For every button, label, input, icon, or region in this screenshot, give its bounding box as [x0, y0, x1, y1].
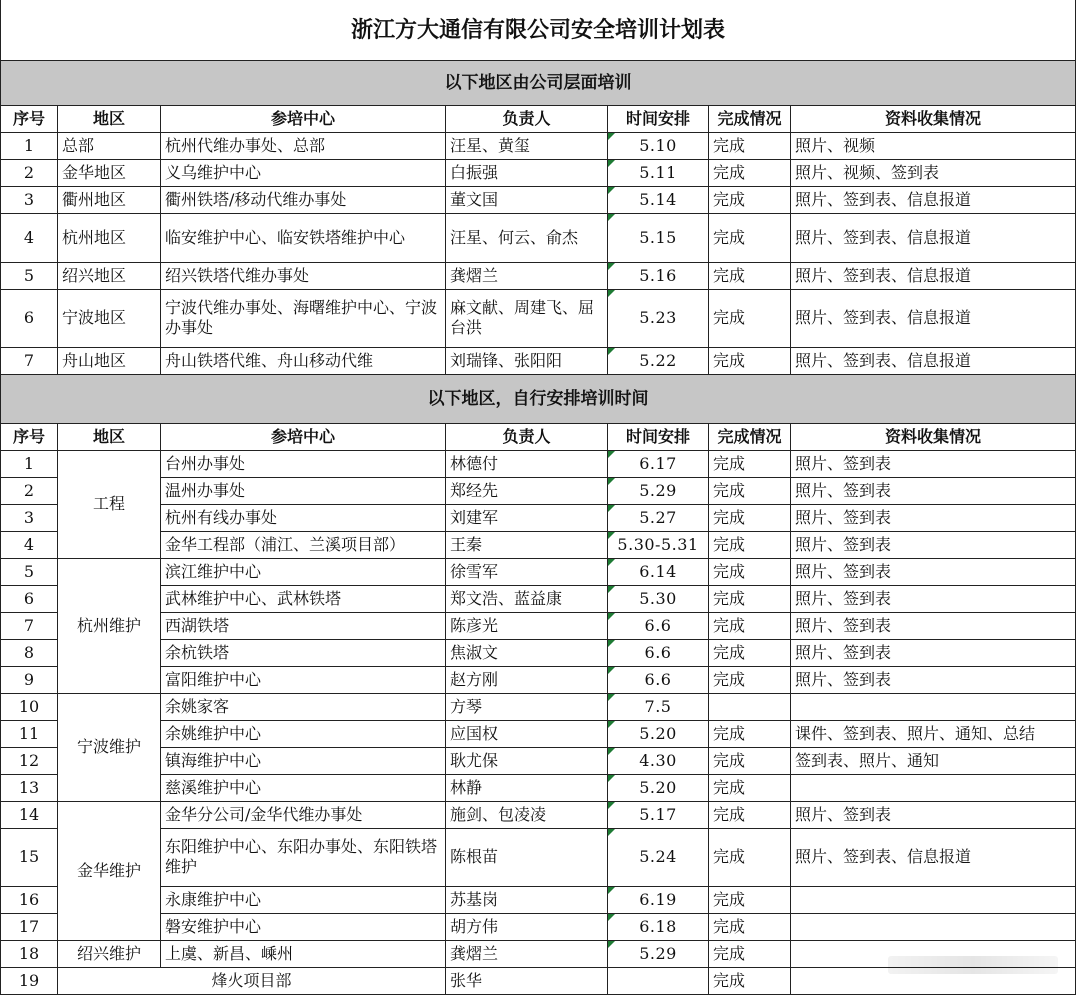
cell-materials [791, 693, 1076, 720]
cell-no: 2 [1, 477, 58, 504]
col-header-lead: 负责人 [446, 105, 608, 132]
table-row [1, 347, 1076, 374]
cell-region-group: 金华维护 [58, 801, 161, 940]
cell-region: 衢州地区 [58, 186, 161, 213]
cell-region-group: 工程 [58, 450, 161, 558]
cell-status: 完成 [709, 940, 791, 967]
table-row [1, 262, 1076, 289]
cell-materials: 照片、签到表 [791, 666, 1076, 693]
cell-status: 完成 [709, 801, 791, 828]
cell-time [608, 450, 709, 477]
cell-lead: 张华 [446, 967, 608, 994]
cell-center: 台州办事处 [161, 450, 446, 477]
cell-center: 杭州代维办事处、总部 [161, 132, 446, 159]
cell-time-value: 5.22 [639, 350, 677, 370]
cell-no: 19 [1, 967, 58, 994]
cell-no: 3 [1, 504, 58, 531]
cell-time [608, 720, 709, 747]
cell-center: 慈溪维护中心 [161, 774, 446, 801]
col-header-region: 地区 [58, 423, 161, 450]
cell-no: 14 [1, 801, 58, 828]
note-marker-icon [608, 187, 615, 194]
cell-time [608, 693, 709, 720]
cell-time-value: 5.15 [639, 227, 677, 247]
cell-time [608, 666, 709, 693]
table-row [1, 693, 1076, 720]
cell-status: 完成 [709, 213, 791, 262]
table-row [1, 801, 1076, 828]
cell-time-value: 5.24 [639, 847, 677, 866]
cell-materials: 照片、签到表 [791, 585, 1076, 612]
cell-time-value: 7.5 [644, 696, 672, 716]
cell-lead: 陈彦光 [446, 612, 608, 639]
scan-smudge [888, 956, 1058, 974]
cell-time [608, 504, 709, 531]
table-row [1, 159, 1076, 186]
cell-region: 绍兴地区 [58, 262, 161, 289]
table-row [1, 720, 1076, 747]
cell-materials: 照片、签到表 [791, 477, 1076, 504]
cell-materials: 照片、签到表 [791, 531, 1076, 558]
cell-no: 6 [1, 289, 58, 347]
note-marker-icon [608, 802, 615, 809]
cell-status: 完成 [709, 477, 791, 504]
cell-center: 余姚家客 [161, 693, 446, 720]
cell-materials: 照片、签到表 [791, 639, 1076, 666]
col-header-center: 参培中心 [161, 105, 446, 132]
table-row [1, 612, 1076, 639]
cell-lead: 龚熠兰 [446, 940, 608, 967]
cell-no: 18 [1, 940, 58, 967]
col-header-no: 序号 [1, 105, 58, 132]
cell-status: 完成 [709, 289, 791, 347]
cell-no: 13 [1, 774, 58, 801]
cell-time-value: 5.11 [639, 162, 677, 182]
cell-time-value: 5.20 [639, 777, 677, 797]
cell-materials: 课件、签到表、照片、通知、总结 [791, 720, 1076, 747]
note-marker-icon [608, 505, 615, 512]
cell-materials: 照片、签到表、信息报道 [791, 213, 1076, 262]
cell-lead: 应国权 [446, 720, 608, 747]
cell-materials: 签到表、照片、通知 [791, 747, 1076, 774]
cell-materials: 照片、签到表 [791, 450, 1076, 477]
cell-materials: 照片、签到表、信息报道 [791, 186, 1076, 213]
cell-status: 完成 [709, 186, 791, 213]
cell-time-value: 6.6 [644, 669, 672, 689]
cell-no: 4 [1, 531, 58, 558]
cell-time [608, 558, 709, 585]
cell-status: 完成 [709, 450, 791, 477]
cell-time-value: 5.29 [639, 480, 677, 500]
cell-no: 2 [1, 159, 58, 186]
cell-region: 宁波地区 [58, 289, 161, 347]
cell-time-value: 5.30 [639, 588, 677, 608]
cell-time-value: 4.30 [639, 750, 677, 770]
cell-materials: 照片、签到表 [791, 558, 1076, 585]
cell-status: 完成 [709, 504, 791, 531]
note-marker-icon [608, 914, 615, 921]
table-row [1, 913, 1076, 940]
cell-region-merged: 烽火项目部 [58, 967, 446, 994]
cell-lead: 耿尤保 [446, 747, 608, 774]
section2-heading: 以下地区，自行安排培训时间 [1, 374, 1076, 423]
cell-time-value: 5.29 [639, 943, 677, 963]
cell-materials: 照片、视频、签到表 [791, 159, 1076, 186]
cell-time-value: 5.27 [639, 507, 677, 527]
cell-time-value: 5.14 [639, 189, 677, 209]
cell-lead: 赵方刚 [446, 666, 608, 693]
cell-center: 衢州铁塔/移动代维办事处 [161, 186, 446, 213]
table-row [1, 450, 1076, 477]
cell-status: 完成 [709, 747, 791, 774]
col-header-materials: 资料收集情况 [791, 423, 1076, 450]
cell-lead: 刘瑞锋、张阳阳 [446, 347, 608, 374]
cell-status: 完成 [709, 886, 791, 913]
table-row [1, 666, 1076, 693]
cell-lead: 陈根苗 [446, 828, 608, 886]
col-header-time: 时间安排 [608, 105, 709, 132]
note-marker-icon [608, 748, 615, 755]
cell-center: 富阳维护中心 [161, 666, 446, 693]
cell-time [608, 289, 709, 347]
cell-no: 10 [1, 693, 58, 720]
cell-time-value: 5.20 [639, 723, 677, 743]
table-row [1, 531, 1076, 558]
cell-time-value: 6.14 [639, 561, 677, 581]
section2-header-row [1, 423, 1076, 450]
cell-region-group: 杭州维护 [58, 558, 161, 693]
cell-center: 上虞、新昌、嵊州 [161, 940, 446, 967]
cell-lead: 方琴 [446, 693, 608, 720]
note-marker-icon [608, 133, 615, 140]
cell-lead: 汪星、何云、俞杰 [446, 213, 608, 262]
note-marker-icon [608, 613, 615, 620]
cell-status: 完成 [709, 967, 791, 994]
note-marker-icon [608, 478, 615, 485]
cell-time-value: 5.10 [639, 135, 677, 155]
cell-no: 16 [1, 886, 58, 913]
note-marker-icon [608, 290, 615, 297]
cell-time [608, 967, 709, 994]
cell-materials: 照片、签到表、信息报道 [791, 347, 1076, 374]
cell-time-value: 5.30-5.31 [617, 534, 699, 554]
col-header-status: 完成情况 [709, 105, 791, 132]
cell-no: 11 [1, 720, 58, 747]
table-row [1, 504, 1076, 531]
cell-center: 临安维护中心、临安铁塔维护中心 [161, 213, 446, 262]
cell-center: 义乌维护中心 [161, 159, 446, 186]
note-marker-icon [608, 451, 615, 458]
cell-time-value: 6.19 [639, 889, 677, 909]
cell-materials: 照片、视频 [791, 132, 1076, 159]
cell-time [608, 213, 709, 262]
note-marker-icon [608, 214, 615, 221]
col-header-status: 完成情况 [709, 423, 791, 450]
cell-time [608, 132, 709, 159]
cell-status: 完成 [709, 132, 791, 159]
cell-lead: 龚熠兰 [446, 262, 608, 289]
cell-time [608, 612, 709, 639]
cell-status [709, 693, 791, 720]
table-row [1, 774, 1076, 801]
note-marker-icon [608, 721, 615, 728]
cell-time [608, 262, 709, 289]
cell-materials: 照片、签到表、信息报道 [791, 289, 1076, 347]
cell-time [608, 774, 709, 801]
cell-time [608, 159, 709, 186]
cell-no: 8 [1, 639, 58, 666]
cell-center: 镇海维护中心 [161, 747, 446, 774]
cell-center: 金华分公司/金华代维办事处 [161, 801, 446, 828]
cell-no: 1 [1, 132, 58, 159]
cell-center: 滨江维护中心 [161, 558, 446, 585]
cell-status: 完成 [709, 828, 791, 886]
cell-center: 宁波代维办事处、海曙维护中心、宁波办事处 [161, 289, 446, 347]
cell-lead: 汪星、黄玺 [446, 132, 608, 159]
note-marker-icon [608, 559, 615, 566]
table-row [1, 886, 1076, 913]
cell-status: 完成 [709, 666, 791, 693]
cell-status: 完成 [709, 720, 791, 747]
cell-center: 杭州有线办事处 [161, 504, 446, 531]
cell-lead: 林静 [446, 774, 608, 801]
cell-time [608, 347, 709, 374]
cell-status: 完成 [709, 639, 791, 666]
cell-materials: 照片、签到表 [791, 801, 1076, 828]
cell-center: 武林维护中心、武林铁塔 [161, 585, 446, 612]
cell-no: 7 [1, 347, 58, 374]
cell-time [608, 477, 709, 504]
cell-center: 西湖铁塔 [161, 612, 446, 639]
cell-center: 绍兴铁塔代维办事处 [161, 262, 446, 289]
cell-time [608, 940, 709, 967]
cell-time-value: 5.23 [639, 308, 677, 327]
col-header-region: 地区 [58, 105, 161, 132]
col-header-time: 时间安排 [608, 423, 709, 450]
col-header-center: 参培中心 [161, 423, 446, 450]
section1-heading: 以下地区由公司层面培训 [1, 60, 1076, 105]
note-marker-icon [608, 775, 615, 782]
section1-header-row [1, 105, 1076, 132]
cell-center: 余姚维护中心 [161, 720, 446, 747]
cell-no: 1 [1, 450, 58, 477]
note-marker-icon [608, 348, 615, 355]
cell-time-value: 6.17 [639, 453, 677, 473]
cell-center: 温州办事处 [161, 477, 446, 504]
cell-region: 总部 [58, 132, 161, 159]
cell-status: 完成 [709, 531, 791, 558]
cell-time [608, 886, 709, 913]
cell-region: 舟山地区 [58, 347, 161, 374]
cell-center: 余杭铁塔 [161, 639, 446, 666]
cell-center: 磐安维护中心 [161, 913, 446, 940]
cell-center: 金华工程部（浦江、兰溪项目部） [161, 531, 446, 558]
note-marker-icon [608, 941, 615, 948]
cell-no: 5 [1, 558, 58, 585]
cell-region: 金华地区 [58, 159, 161, 186]
cell-lead: 郑文浩、蓝益康 [446, 585, 608, 612]
col-header-materials: 资料收集情况 [791, 105, 1076, 132]
cell-lead: 郑经先 [446, 477, 608, 504]
cell-status: 完成 [709, 347, 791, 374]
cell-lead: 林德付 [446, 450, 608, 477]
cell-materials: 照片、签到表、信息报道 [791, 828, 1076, 886]
table-row [1, 585, 1076, 612]
note-marker-icon [608, 532, 615, 539]
cell-lead: 刘建军 [446, 504, 608, 531]
cell-no: 15 [1, 828, 58, 886]
cell-region: 杭州地区 [58, 213, 161, 262]
cell-materials: 照片、签到表、信息报道 [791, 262, 1076, 289]
cell-no: 3 [1, 186, 58, 213]
cell-lead: 苏基岗 [446, 886, 608, 913]
cell-status: 完成 [709, 262, 791, 289]
cell-status: 完成 [709, 774, 791, 801]
cell-materials: 照片、签到表 [791, 504, 1076, 531]
cell-no: 6 [1, 585, 58, 612]
note-marker-icon [608, 694, 615, 701]
cell-no: 9 [1, 666, 58, 693]
table-row [1, 213, 1076, 262]
note-marker-icon [608, 263, 615, 270]
table-row [1, 477, 1076, 504]
note-marker-icon [608, 887, 615, 894]
table-row [1, 289, 1076, 347]
cell-center: 永康维护中心 [161, 886, 446, 913]
cell-lead: 王秦 [446, 531, 608, 558]
cell-no: 4 [1, 213, 58, 262]
note-marker-icon [608, 160, 615, 167]
cell-time [608, 747, 709, 774]
cell-lead: 麻文献、周建飞、屈台洪 [446, 289, 608, 347]
cell-time [608, 531, 709, 558]
cell-time-value: 5.16 [639, 265, 677, 285]
cell-lead: 施剑、包凌凌 [446, 801, 608, 828]
cell-time [608, 828, 709, 886]
cell-status: 完成 [709, 159, 791, 186]
cell-no: 12 [1, 747, 58, 774]
cell-no: 5 [1, 262, 58, 289]
cell-time-value: 6.6 [644, 615, 672, 635]
cell-materials [791, 913, 1076, 940]
table-row [1, 747, 1076, 774]
cell-no: 17 [1, 913, 58, 940]
cell-lead: 徐雪军 [446, 558, 608, 585]
table-row [1, 186, 1076, 213]
cell-time [608, 801, 709, 828]
cell-time-value: 5.17 [639, 804, 677, 824]
cell-no: 7 [1, 612, 58, 639]
table-row [1, 828, 1076, 886]
cell-status: 完成 [709, 558, 791, 585]
cell-region-group: 宁波维护 [58, 693, 161, 801]
cell-time-value: 6.18 [639, 916, 677, 936]
cell-status: 完成 [709, 913, 791, 940]
cell-lead: 白振强 [446, 159, 608, 186]
sheet-title: 浙江方大通信有限公司安全培训计划表 [1, 0, 1076, 60]
table-row [1, 558, 1076, 585]
cell-lead: 董文国 [446, 186, 608, 213]
cell-time [608, 639, 709, 666]
cell-region-group: 绍兴维护 [58, 940, 161, 967]
table-row [1, 639, 1076, 666]
cell-center: 东阳维护中心、东阳办事处、东阳铁塔维护 [161, 828, 446, 886]
cell-lead: 焦淑文 [446, 639, 608, 666]
cell-time [608, 186, 709, 213]
note-marker-icon [608, 829, 615, 836]
cell-status: 完成 [709, 585, 791, 612]
cell-materials [791, 774, 1076, 801]
col-header-lead: 负责人 [446, 423, 608, 450]
cell-lead: 胡方伟 [446, 913, 608, 940]
cell-time [608, 913, 709, 940]
note-marker-icon [608, 586, 615, 593]
cell-materials [791, 886, 1076, 913]
cell-status: 完成 [709, 612, 791, 639]
cell-time-value: 6.6 [644, 642, 672, 662]
note-marker-icon [608, 640, 615, 647]
cell-materials: 照片、签到表 [791, 612, 1076, 639]
note-marker-icon [608, 667, 615, 674]
col-header-no: 序号 [1, 423, 58, 450]
cell-time [608, 585, 709, 612]
table-row [1, 132, 1076, 159]
cell-center: 舟山铁塔代维、舟山移动代维 [161, 347, 446, 374]
